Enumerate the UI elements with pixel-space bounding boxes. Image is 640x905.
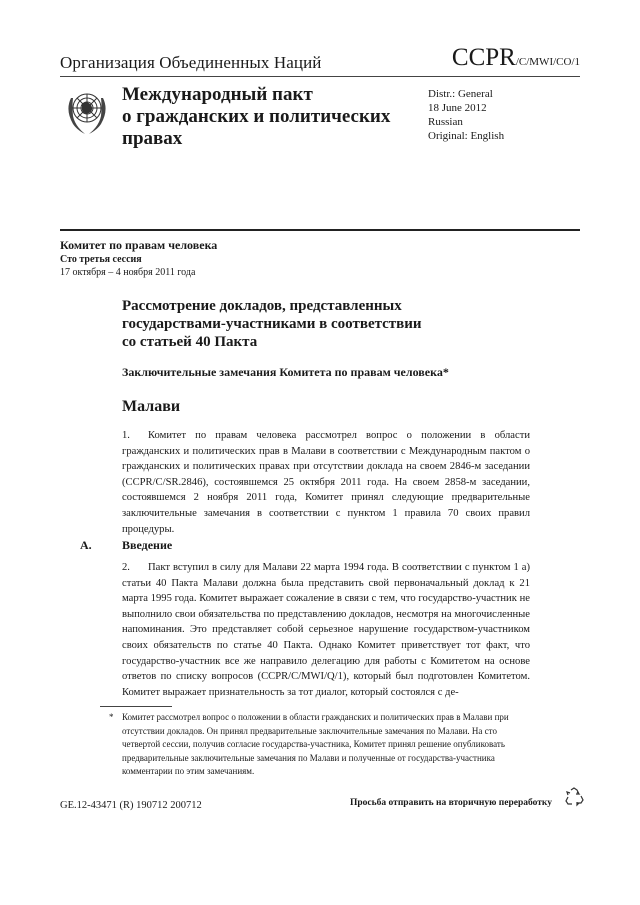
document-subtitle: Заключительные замечания Комитета по правам человека* — [122, 365, 449, 379]
paragraph-number: 2. — [122, 562, 130, 573]
language-line: Russian — [428, 116, 463, 128]
session-dates: 17 октября – 4 ноября 2011 года — [60, 267, 196, 278]
country-heading: Малави — [122, 398, 181, 415]
organization-name: Организация Объединенных Наций — [60, 53, 322, 72]
un-emblem-icon — [63, 84, 111, 140]
document-symbol — [452, 44, 580, 72]
section-title: Введение — [122, 538, 173, 552]
section-heading-a — [80, 538, 172, 553]
covenant-title-line: о гражданских и политических — [122, 106, 391, 127]
committee-name: Комитет по правам человека — [60, 238, 218, 252]
paragraph-text: Пакт вступил в силу для Малави 22 марта 1994 года. В соответствии с пунктом 1 а) статьи 40 Пакта Малави должна была представить свой первоначальный доклад к 21 марта 1995 года. Комитет выражает сожаление в связи с тем, что государство-участник не выполнило свои обязательства по представлению докладов, несмотря на многочисленные напоминания. Это представляет собой серьезное нарушение государством-участником своих обязательств по статье 40 Пакта. Однако Комитет приветствует тот факт, что государство-участник все же направило делегацию для работы с Комитетом на основе ответов по списку вопросов (CCPR/C/MWI/Q/1), который был подготовлен Комитетом. Комитет выражает признательность за тот диалог, который состоялся с де- — [122, 562, 530, 698]
session-name: Сто третья сессия — [60, 254, 142, 265]
document-title — [122, 297, 462, 351]
section-letter: A. — [80, 538, 92, 552]
footnote-text: Комитет рассмотрел вопрос о положении в области гражданских и политических прав в Малави при отсутствии докладов. Он принял предварительные заключительные замечания по Малави. На сто четвертой сессии, получив согласие государства-участника, Комитет принял решение опубликовать предварительные заключительные замечания по Малави и полученные от государства-участника комментарии по этим замечаниям. — [122, 712, 509, 776]
title-line: со статьей 40 Пакта — [122, 334, 258, 350]
paragraph-number: 1. — [122, 430, 130, 441]
covenant-title-line: Международный пакт — [122, 84, 313, 105]
header-rule — [60, 76, 580, 77]
title-line: Рассмотрение докладов, представленных — [122, 298, 402, 314]
footnote-mark: * — [109, 712, 114, 722]
title-line: государствами-участниками в соответствии — [122, 316, 422, 332]
paragraph-1 — [122, 428, 530, 537]
date-line: 18 June 2012 — [428, 102, 487, 114]
footnote-rule — [100, 706, 172, 707]
symbol-main: CCPR — [451, 44, 516, 71]
document-number: GE.12-43471 (R) 190712 200712 — [60, 800, 202, 811]
recycle-text: Просьба отправить на вторичную переработку — [350, 798, 552, 808]
paragraph-text: Комитет по правам человека рассмотрел вопрос о положении в области гражданских и политических прав в Малави в соответствии с Международным пактом о гражданских и политических правах при отсутствии доклада на своем 2846-м заседании (CCPR/C/SR.2846), состоявшемся 25 октября 2011 года. На своем 2858-м заседании, состоявшемся 2 ноября 2011 года, Комитет принял следующие предварительные заключительные замечания в соответствии с пунктом 1 правила 70 своих правил процедуры. — [122, 430, 530, 535]
recycle-icon — [563, 786, 585, 808]
covenant-title — [122, 84, 402, 150]
paragraph-2 — [122, 560, 530, 700]
section-rule — [60, 229, 580, 231]
footnote — [109, 711, 520, 779]
distribution-line: Distr.: General — [428, 88, 493, 100]
distribution-info — [428, 87, 504, 143]
original-language-line: Original: English — [428, 130, 505, 142]
covenant-title-line: правах — [122, 128, 183, 149]
symbol-suffix: /C/MWI/CO/1 — [515, 56, 580, 68]
